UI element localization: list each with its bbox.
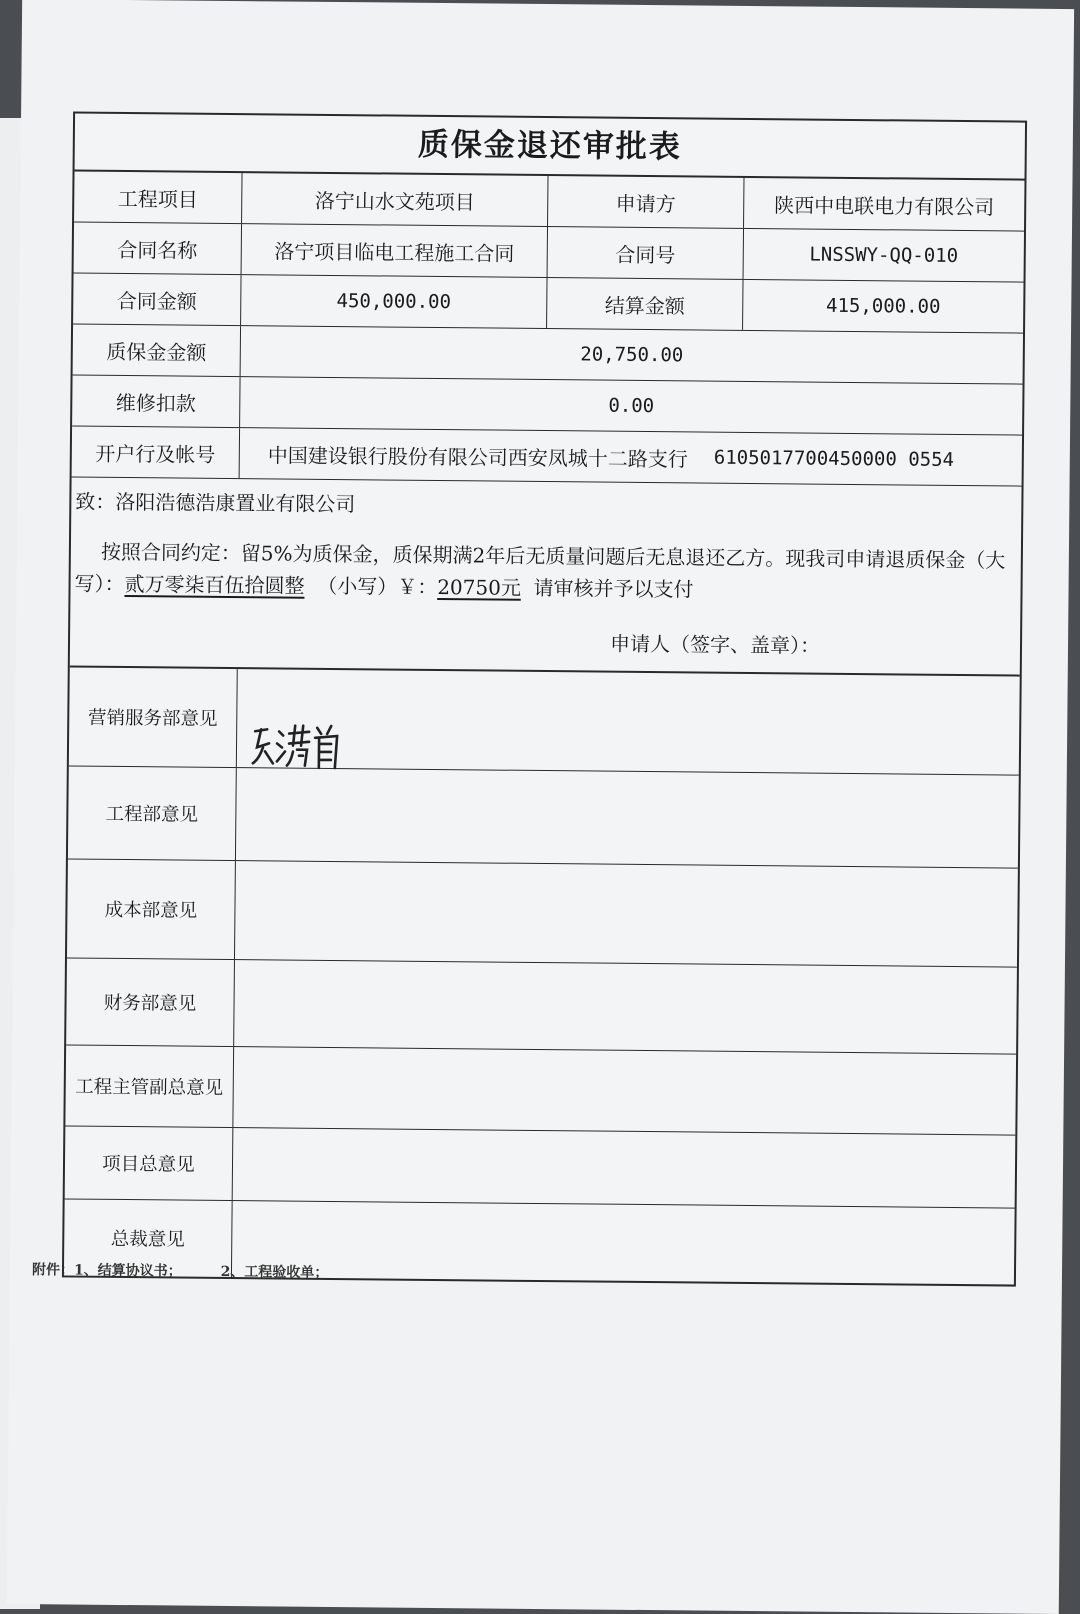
request-letter <box>70 476 1022 676</box>
opinion-field <box>234 960 1017 1054</box>
value-applicant-party: 陕西中电联电力有限公司 <box>774 192 995 219</box>
opinion-label: 营销服务部意见 <box>69 667 238 767</box>
label-bank: 开户行及帐号 <box>72 426 240 478</box>
letter-recipient: 致：洛阳浩德浩康置业有限公司 <box>75 489 356 517</box>
value-contract-name: 洛宁项目临电工程施工合同 <box>242 224 548 277</box>
opinion-label: 成本部意见 <box>67 859 236 959</box>
opinion-label: 财务部意见 <box>66 958 235 1046</box>
label-project: 工程项目 <box>74 171 242 223</box>
opinion-label: 工程部意见 <box>68 766 237 860</box>
letter-text-mid: （小写）￥： <box>317 573 438 599</box>
paper-sheet <box>7 0 1074 1614</box>
row-project <box>74 171 1024 231</box>
label-deduction: 维修扣款 <box>72 375 240 427</box>
opinion-label: 总裁意见 <box>64 1199 233 1277</box>
label-contract-name: 合同名称 <box>74 222 242 274</box>
label-applicant-party: 申请方 <box>548 176 744 228</box>
opinion-row-vp <box>65 1045 1016 1135</box>
opinion-row-engineering <box>68 766 1019 868</box>
row-deduction <box>72 375 1022 435</box>
value-contract-no: LNSSWY-QQ-010 <box>809 243 959 267</box>
label-contract-amount: 合同金额 <box>73 273 241 325</box>
value-contract-amount: 450,000.00 <box>241 275 547 328</box>
amount-in-figures: 20750元 <box>437 574 522 600</box>
value-deduction: 0.00 <box>608 394 655 418</box>
letter-body <box>74 536 1009 609</box>
row-bank <box>72 426 1022 485</box>
opinion-field <box>237 669 1020 775</box>
opinion-field <box>233 1047 1016 1135</box>
opinion-field <box>235 861 1018 967</box>
opinion-label: 项目总意见 <box>65 1126 234 1200</box>
value-project: 洛宁山水文苑项目 <box>242 173 548 226</box>
opinion-label: 工程主管副总意见 <box>65 1045 234 1127</box>
applicant-signature-line: 申请人（签字、盖章）： <box>609 631 821 658</box>
opinion-row-cost <box>67 859 1018 967</box>
row-contract <box>74 222 1024 282</box>
attachment-1: 附件：1、结算协议书； <box>31 1262 182 1280</box>
value-bank <box>240 428 1022 486</box>
row-retention <box>73 324 1023 384</box>
handwritten-signature <box>247 717 348 774</box>
bank-account: 6105017700450000 0554 <box>713 446 955 471</box>
form-title: 质保金退还审批表 <box>75 113 1026 180</box>
letter-text-after: 请审核并予以支付 <box>533 575 694 602</box>
opinion-field <box>236 768 1019 868</box>
opinion-field <box>233 1128 1016 1208</box>
opinion-row-finance <box>66 958 1017 1054</box>
value-retention: 20,750.00 <box>580 343 684 367</box>
attachment-2: 2、工程验收单； <box>220 1263 329 1281</box>
value-settlement-amount: 415,000.00 <box>825 294 941 318</box>
approval-form <box>62 111 1027 1286</box>
label-contract-no: 合同号 <box>548 227 744 279</box>
letter-text-before: 按照合同约定：留5%为质保金，质保期满2年后无质量问题后无息退还乙方。现我司申请退质保金（大写）： <box>74 539 1006 596</box>
attachments-note <box>32 1259 363 1282</box>
label-settlement-amount: 结算金额 <box>547 278 743 330</box>
opinion-row-marketing <box>69 667 1020 775</box>
opinion-row-project-manager <box>65 1126 1016 1208</box>
label-retention: 质保金金额 <box>73 324 241 376</box>
row-amounts <box>73 273 1023 333</box>
amount-in-words: 贰万零柒百伍拾圆整 <box>124 571 305 598</box>
bank-name: 中国建设银行股份有限公司西安凤城十二路支行 <box>267 442 688 471</box>
